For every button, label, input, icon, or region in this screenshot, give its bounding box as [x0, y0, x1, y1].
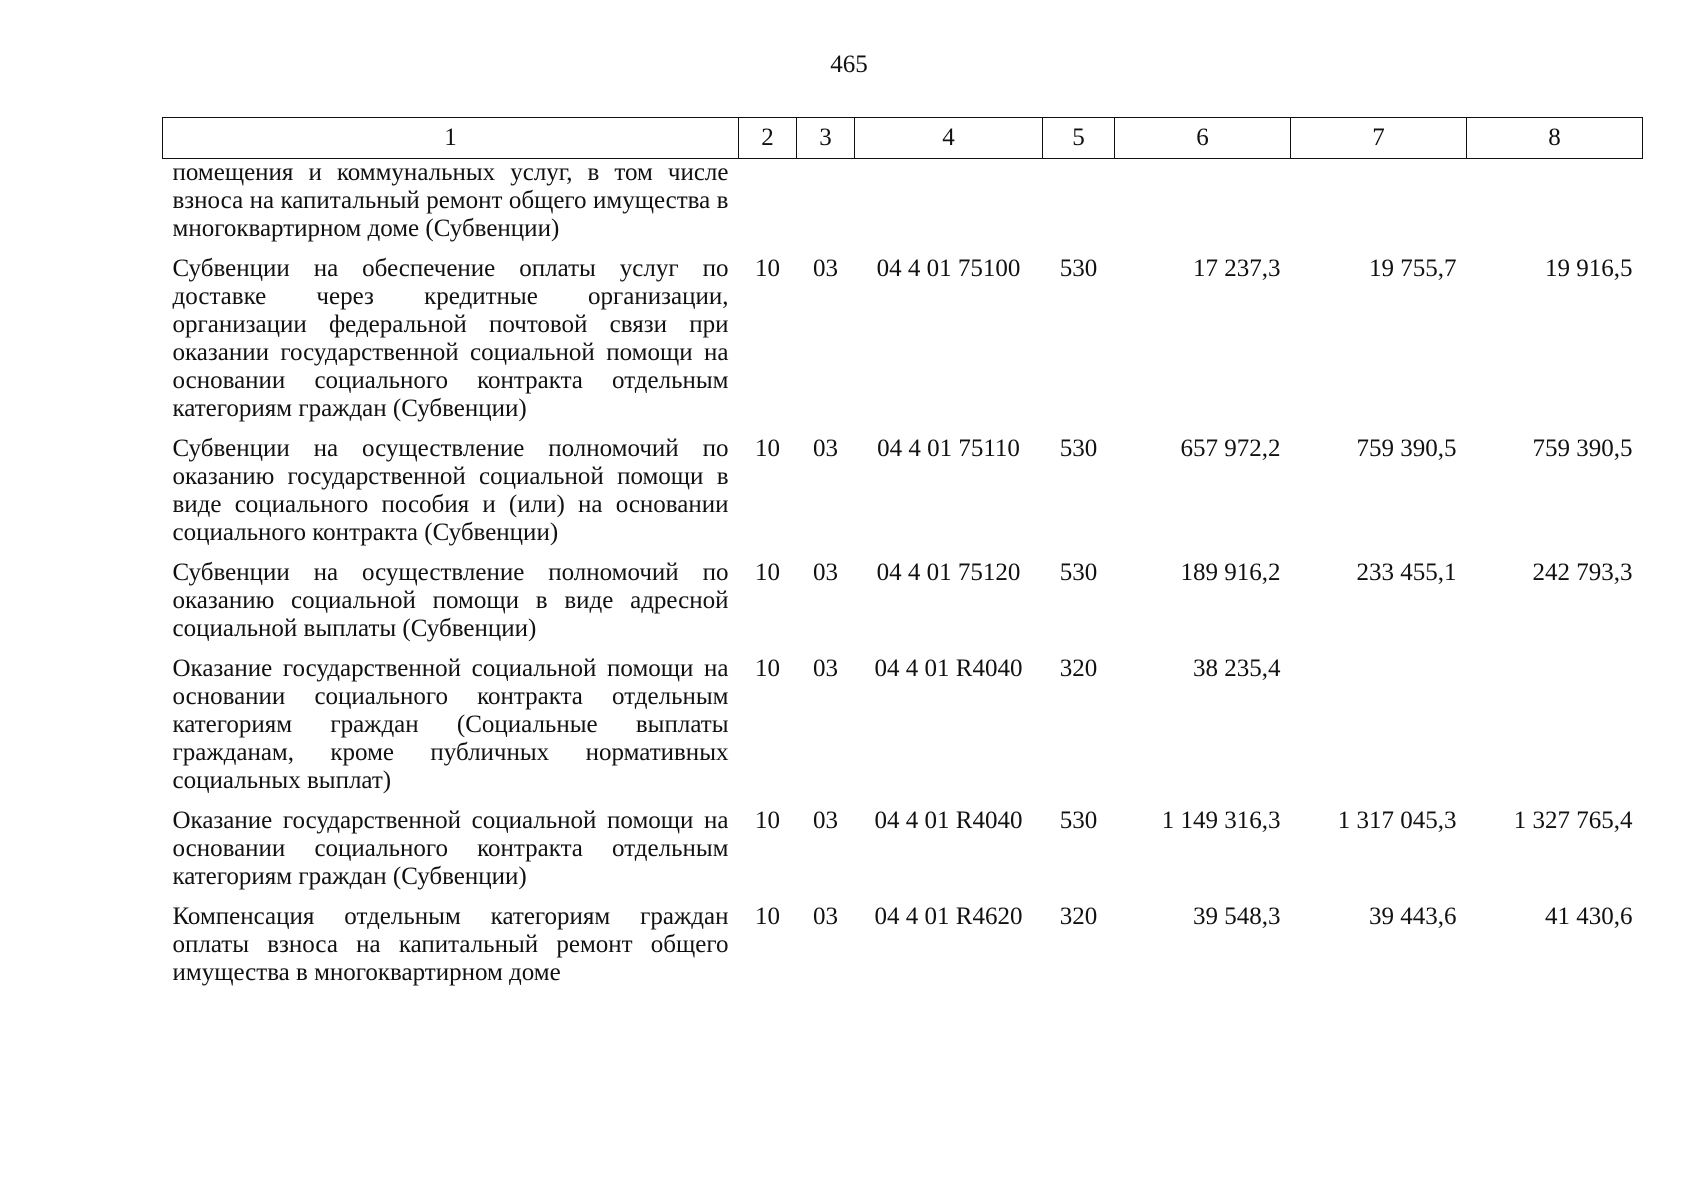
row-expense-type: 530 — [1059, 559, 1098, 586]
row-expense-type: 530 — [1059, 435, 1098, 462]
row-amount-6: 39 548,3 — [1193, 903, 1281, 930]
column-header-1: 1 — [163, 118, 739, 159]
row-amount-8 — [1467, 159, 1643, 256]
table-row — [163, 159, 1643, 256]
table-row — [163, 435, 1643, 559]
row-subsection — [797, 159, 855, 256]
row-amount-8: 41 430,6 — [1545, 903, 1633, 930]
row-target-code: 04 4 01 R4040 — [874, 807, 1023, 834]
row-target-code: 04 4 01 75100 — [876, 255, 1021, 282]
row-description: Оказание государственной социальной помощи на основании социального контракта отдельным категориям граждан (Социальные выплаты гражданам, кроме публичных нормативных социальных выплат) — [172, 655, 729, 794]
row-amount-7: 39 443,6 — [1369, 903, 1457, 930]
row-amount-8: 1 327 765,4 — [1513, 807, 1633, 834]
row-amount-6: 189 916,2 — [1180, 559, 1281, 586]
column-header-6: 6 — [1115, 118, 1291, 159]
row-amount-7: 759 390,5 — [1356, 435, 1457, 462]
row-description: Субвенции на осуществление полномочий по оказанию социальной помощи в виде адресной социальной выплаты (Субвенции) — [172, 559, 729, 642]
row-description: Компенсация отдельным категориям граждан оплаты взноса на капитальный ремонт общего имущества в многоквартирном доме — [172, 903, 729, 986]
column-header-3: 3 — [797, 118, 855, 159]
row-expense-type: 530 — [1059, 255, 1098, 282]
row-amount-8: 759 390,5 — [1532, 435, 1633, 462]
row-amount-8: 19 916,5 — [1545, 255, 1633, 282]
row-amount-6: 38 235,4 — [1193, 655, 1281, 682]
row-subsection: 03 — [813, 655, 838, 682]
row-amount-6: 657 972,2 — [1180, 435, 1281, 462]
row-target-code — [855, 159, 1043, 256]
row-subsection: 03 — [813, 903, 838, 930]
row-expense-type — [1043, 159, 1115, 256]
row-amount-7: 1 317 045,3 — [1337, 807, 1457, 834]
row-target-code: 04 4 01 R4040 — [874, 655, 1023, 682]
column-header-5: 5 — [1043, 118, 1115, 159]
column-header-7: 7 — [1291, 118, 1467, 159]
row-subsection: 03 — [813, 255, 838, 282]
row-amount-7: 233 455,1 — [1356, 559, 1457, 586]
row-section: 10 — [755, 559, 780, 586]
row-expense-type: 320 — [1059, 655, 1098, 682]
table-row — [163, 559, 1643, 655]
row-description: Оказание государственной социальной помощи на основании социального контракта отдельным категориям граждан (Субвенции) — [172, 807, 729, 890]
row-section — [739, 159, 797, 256]
row-section: 10 — [755, 435, 780, 462]
row-target-code: 04 4 01 75110 — [877, 435, 1020, 462]
row-amount-7 — [1291, 159, 1467, 256]
row-description: Субвенции на обеспечение оплаты услуг по доставке через кредитные организации, организации федеральной почтовой связи при оказании государственной социальной помощи на основании социального контракта отдельным категориям граждан (Субвенции) — [172, 255, 729, 422]
row-section: 10 — [755, 255, 780, 282]
row-target-code: 04 4 01 R4620 — [874, 903, 1023, 930]
budget-table — [162, 117, 1643, 999]
row-section: 10 — [755, 903, 780, 930]
row-amount-7: 19 755,7 — [1369, 255, 1457, 282]
page-number: 465 — [830, 51, 868, 78]
table-row — [163, 807, 1643, 903]
row-expense-type: 320 — [1059, 903, 1098, 930]
table-row — [163, 903, 1643, 999]
column-header-4: 4 — [855, 118, 1043, 159]
row-subsection: 03 — [813, 559, 838, 586]
row-description: Субвенции на осуществление полномочий по оказанию государственной социальной помощи в виде социального пособия и (или) на основании социального контракта (Субвенции) — [172, 435, 729, 546]
row-amount-8: 242 793,3 — [1532, 559, 1633, 586]
row-section: 10 — [755, 807, 780, 834]
column-header-2: 2 — [739, 118, 797, 159]
row-amount-6 — [1115, 159, 1291, 256]
table-row — [163, 255, 1643, 435]
row-subsection: 03 — [813, 435, 838, 462]
row-subsection: 03 — [813, 807, 838, 834]
row-target-code: 04 4 01 75120 — [876, 559, 1021, 586]
row-section: 10 — [755, 655, 780, 682]
row-amount-6: 17 237,3 — [1193, 255, 1281, 282]
row-description: помещения и коммунальных услуг, в том числе взноса на капитальный ремонт общего имущества в многоквартирном доме (Субвенции) — [172, 159, 729, 242]
table-header-row — [163, 118, 1643, 159]
row-amount-6: 1 149 316,3 — [1161, 807, 1281, 834]
column-header-8: 8 — [1467, 118, 1643, 159]
row-expense-type: 530 — [1059, 807, 1098, 834]
row-amount-7 — [1291, 655, 1467, 807]
table-row — [163, 655, 1643, 807]
row-amount-8 — [1467, 655, 1643, 807]
